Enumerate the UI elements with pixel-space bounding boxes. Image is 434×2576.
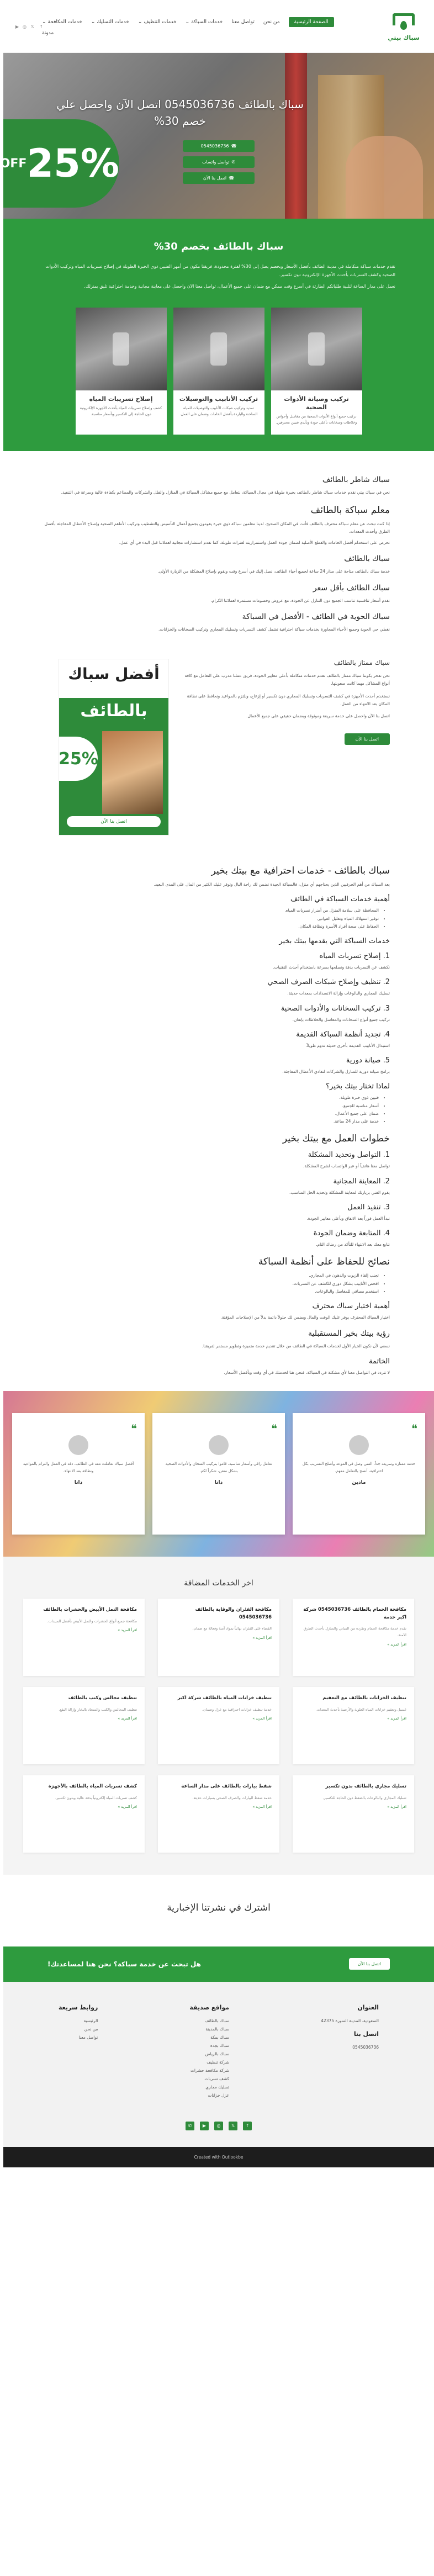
latest-title: اخر الخدمات المضافة [184,1578,253,1588]
list-item: • المحافظة على سلامة المنزل من أضرار تسربات المياه. [36,907,379,914]
article-subheading: خدمات السباكة التي يقدمها بيتك بخير [279,937,390,946]
post-excerpt: تسليك المجاري والبالوعات بالضغط دون الحاجة للتكسير. [322,1795,406,1800]
article-paragraph: تواصل معنا هاتفياً أو عبر الواتساب لشرح المشكلة. [303,1163,390,1169]
site-header [3,0,434,53]
service-card-title: إصلاح تسريبات المياه [89,395,153,403]
article-heading: خطوات العمل مع بيتك بخير [282,1133,390,1145]
chevron-down-icon: ⌄ [137,19,142,25]
footer-phone[interactable]: 0545036736 [352,2044,379,2050]
service-card-image [76,308,167,390]
article-heading: سباك الحوية في الطائف - الأفضل في السباكة [242,612,390,621]
article-paragraph: تسليك المجاري والبالوعات وإزالة الانسدادات بمعدات حديثة. [287,991,390,996]
facebook-icon[interactable]: f [40,24,42,29]
offer-word: OFF [0,156,27,171]
testimonial-card [12,1413,145,1535]
nav-about[interactable]: من نحن [263,19,280,25]
article-paragraph: نغطي حي الحوية وجميع الأحياء المجاورة بخدمات سباكة احترافية تشمل كشف التسربات وتسليك المجاري وتركيب السخانات والخزانات. [158,626,390,632]
post-card[interactable] [158,1775,279,1853]
post-title[interactable]: مكافحة الحمام بالطائف 0545036736 شركة اكبر خدمة [303,1606,406,1620]
article-heading: سباك بالطائف - خدمات احترافية مع بيتك بخير [211,865,390,877]
post-card[interactable] [293,1687,414,1764]
article-paragraph: خدمة سباك بالطائف متاحة على مدار 24 ساعة لجميع أحياء الطائف، نصل إليك في أسرع وقت ونقوم بإصلاح المشكلة من الزيارة الأولى. [157,569,390,574]
avatar [68,1435,88,1455]
service-step-title: 5. صيانة دورية [346,1056,390,1065]
newsletter-section [3,1875,434,1946]
feature-call-button[interactable]: اتصل بنا الآن [345,733,390,745]
testimonial-card [152,1413,285,1535]
article-paragraph: نقدم أسعار تنافسية تناسب الجميع دون التنازل عن الجودة، مع عروض وخصومات مستمرة لعملائنا الكرام. [210,597,390,603]
article-paragraph: برامج صيانة دورية للمنازل والشركات لتفادي الأعطال المفاجئة. [282,1069,390,1075]
whatsapp-icon[interactable]: ✆ [186,2122,194,2130]
why-list [36,1094,379,1125]
hero-banner [0,53,434,219]
feature-paragraph: اتصل بنا الآن واحصل على خدمة سريعة وموثوقة وبضمان حقيقي على جميع الأعمال. [246,713,390,719]
avatar [349,1435,369,1455]
offer-percent: 25% [27,141,119,186]
hero-title: سباك بالطائف 0545036736 اتصل الآن واحصل علي خصم 30% [56,98,304,128]
article-paragraph: نسعى لأن نكون الخيار الأول لخدمات السباكة في الطائف من خلال تقديم خدمة متميزة وتطوير مستمر لفريقنا. [202,1343,390,1349]
site-footer [3,1982,434,2116]
tips-list [36,1272,379,1295]
article-paragraph: نحرص على استخدام أفضل الخامات والقطع الأصلية لضمان جودة العمل واستمراريته لفترات طويلة، كما نقدم استشارات مجانية لعملائنا قبل البدء في أي عمل. [119,540,390,546]
read-more-link[interactable]: اقرأ المزيد » [387,1642,406,1647]
logo-text: سباك بيتي [388,34,420,41]
service-step-title: 3. تركيب السخانات والأدوات الصحية [280,1004,390,1013]
post-card[interactable] [23,1687,145,1764]
list-item: • أسعار مناسبة للجميع. [36,1102,379,1110]
list-item: • الحفاظ على صحة أفراد الأسرة ونظافة المكان. [36,923,379,930]
cta-call-button[interactable]: اتصل بنا الآن [349,1958,390,1970]
article-subheading: الخاتمة [368,1357,390,1366]
list-item: • خدمة على مدار 24 ساعة. [36,1118,379,1125]
post-title[interactable]: شفط بيارات بالطائف على مدار الساعة [181,1783,272,1789]
article-intro [3,451,434,648]
nav-plumbing[interactable] [186,19,223,25]
list-item: • ضمان على جميع الأعمال. [36,1110,379,1118]
feature-text [182,659,390,745]
footer-heading: روابط سريعة [59,2003,98,2011]
footer-link[interactable]: عزل خزانات [208,2092,230,2098]
article-heading: نصائح للحفاظ على أنظمة السباكة [258,1256,390,1268]
article-subheading: لماذا تختار بيتك بخير؟ [326,1082,390,1091]
site-logo[interactable] [384,11,423,41]
quick-links [59,2017,98,2041]
chevron-down-icon: ⌄ [185,19,190,25]
cta-text: هل تبحث عن خدمة سباكة؟ نحن هنا لمساعدتك! [47,1960,201,1968]
read-more-link[interactable]: اقرأ المزيد » [252,1635,272,1640]
cta-bar [3,1946,434,1982]
article-subheading: أهمية اختيار سباك محترف [312,1302,390,1311]
post-excerpt: القضاء على الفئران نهائياً بمواد آمنة وفعالة مع ضمان. [192,1626,272,1631]
service-card-title: تركيب وصيانة الأدوات الصحية [284,395,349,411]
post-card[interactable] [23,1775,145,1853]
banner-percent: 25% [59,737,98,781]
youtube-icon[interactable]: ▶ [200,2122,209,2130]
chevron-down-icon: ⌄ [91,19,96,25]
testimonial-text: تعامل راقي وأسعار مناسبة، قاموا بتركيب السخان والأدوات الصحية بشكل متقن، شكراً لكم. [165,1461,272,1473]
quote-icon: ❝ [271,1421,277,1435]
feature-banner-image [59,659,169,835]
feature-paragraph: نحن نفخر بكوننا سباك ممتاز بالطائف نقدم خدمات متكاملة بأعلى معايير الجودة، فريق عملنا مدرب على التعامل مع كافة أنواع المشاكل مهما كانت صعوبتها. [184,673,390,686]
hero-whatsapp-button[interactable] [183,156,255,168]
testimonial-text: أفضل سباك تعاملت معه في الطائف، دقة في العمل والتزام بالمواعيد ونظافة بعد الانتهاء. [23,1461,134,1473]
list-item: • فنيين ذوي خبرة طويلة. [36,1094,379,1102]
testimonial-text: خدمة ممتازة وسريعة جداً، الفني وصل في الموعد وأصلح التسريب بكل احترافية، أنصح بالتعامل معهم. [302,1461,416,1473]
article-paragraph: نحن في سباك بيتي نقدم خدمات سباك شاطر بالطائف بخبرة طويلة في مجال السباكة، نتعامل مع جميع مشاكل السباكة في المنازل والفلل والشركات والمطاعم بكفاءة عالية وسرعة في التنفيذ. [61,490,390,495]
post-card[interactable] [293,1775,414,1853]
discount-section [3,219,434,451]
footer-link[interactable]: شركة تنظيف [207,2059,230,2065]
main-nav [42,17,368,36]
hero-bg-pipe [285,53,307,219]
testimonial-card [293,1413,425,1535]
footer-link[interactable]: سباك بجدة [210,2043,230,2048]
list-item: • تجنب إلقاء الزيوت والدهون في المجاري. [36,1272,379,1279]
banner-call: اتصل بنا الآن [67,816,161,827]
footer-link[interactable]: سباك بالرياض [205,2051,230,2056]
discount-title: سباك بالطائف بخصم 30% [154,241,284,252]
nav-plumbing-label: خدمات السباكة [191,19,223,25]
article-paragraph: تركيب جميع أنواع السخانات والمغاسل والخلاطات بإتقان. [292,1017,390,1022]
hero-phone-button[interactable] [183,140,255,152]
footer-link[interactable]: شركة مكافحة حشرات [190,2067,230,2073]
service-cards [31,308,406,435]
whatsapp-icon: ✆ [231,160,236,165]
copyright-bar: Created with Outlookbe [3,2147,434,2167]
article-heading: سباك شاطر بالطائف [322,475,390,485]
post-card[interactable] [293,1599,414,1676]
instagram-icon[interactable]: ◎ [214,2122,223,2130]
testimonial-name: دانا [74,1480,83,1486]
read-more-link[interactable]: اقرأ المزيد » [118,1805,137,1810]
footer-link[interactable]: من نحن [84,2026,98,2032]
hero-offer-badge [0,119,119,208]
post-excerpt: كشف تسربات المياه إلكترونياً بدقة عالية وبدون تكسير. [55,1795,137,1800]
testimonials-section [3,1391,434,1557]
article-paragraph: يقوم الفني بزيارتك لمعاينة المشكلة وتحديد الحل المناسب. [289,1189,390,1195]
footer-link[interactable]: سباك بمكة [210,2034,230,2040]
read-more-link[interactable]: اقرأ المزيد » [118,1716,137,1721]
article-paragraph: استبدال الأنابيب القديمة بأخرى حديثة تدوم طويلاً. [305,1043,390,1048]
hero-call-button[interactable] [183,172,255,184]
banner-line-1: أفضل سباك [68,665,160,684]
post-title[interactable]: تنظيف خزانات المياه بالطائف شركة اكبر [177,1695,272,1701]
service-step-title: 1. إصلاح تسربات المياه [319,952,390,961]
importance-list [36,907,379,930]
nav-cleaning[interactable] [138,19,177,25]
testimonial-name: دانا [214,1480,223,1486]
article-heading: رؤية بيتك بخير المستقبلية [308,1329,390,1339]
article-heading: سباك الطائف بأقل سعر [313,583,390,593]
phone-icon: ☎ [229,176,235,181]
footer-links-col [189,2004,229,2099]
chevron-down-icon: ⌄ [42,19,46,25]
footer-heading: العنوان [357,2003,379,2011]
footer-link[interactable]: كشف تسربات [204,2076,230,2081]
footer-social [3,2116,434,2147]
youtube-icon[interactable]: ▶ [15,24,19,29]
read-more-link[interactable]: اقرأ المزيد » [387,1805,406,1810]
latest-services-section [3,1557,434,1875]
service-card-title: تركيب الأنابيب والتوصيلات [179,395,258,403]
feature-section [3,648,434,841]
avatar [209,1435,229,1455]
service-card-image [271,308,362,390]
post-excerpt: خدمة تنظيف خزانات احترافية مع عزل وضمان. [202,1707,272,1712]
testimonial-name: مادين [352,1480,366,1486]
post-title[interactable]: تنظيف الخزانات بالطائف مع التعقيم [322,1695,406,1701]
footer-link[interactable]: الرئيسية [83,2018,98,2023]
post-title[interactable]: مكافحة الفئران والوقاية بالطائف 0545036736 [195,1606,272,1620]
article-main [3,841,434,1391]
service-card[interactable] [271,308,362,435]
list-item: • افحص الأنابيب بشكل دوري للكشف عن التسربات. [36,1280,379,1288]
service-card[interactable] [76,308,167,435]
header-social [14,24,42,29]
feature-paragraph: نستخدم أحدث الأجهزة في كشف التسربات وتسليك المجاري دون تكسير أو إزعاج، ونلتزم بالمواعيد ونحافظ على نظافة المكان بعد الانتهاء من العمل. [187,693,390,706]
post-excerpt: مكافحة جميع أنواع الحشرات والنمل الأبيض بأفضل المبيدات. [47,1618,137,1623]
service-card[interactable] [173,308,264,435]
service-step-title: 4. تجديد أنظمة السباكة القديمة [296,1030,390,1039]
post-card[interactable] [158,1599,279,1676]
footer-address: السعودية، المدينة المنورة 42375 [321,2018,379,2023]
footer-link[interactable]: سباك بالطائف [204,2018,230,2023]
facebook-icon[interactable]: f [243,2122,252,2130]
nav-home[interactable]: الصفحة الرئيسية [289,17,334,27]
article-paragraph: اختيار السباك المحترف يوفر عليك الوقت والمال ويضمن لك حلولاً دائمة بدلاً من الإصلاحات المؤقتة. [220,1315,390,1320]
footer-heading: اتصل بنا [353,2030,379,2038]
instagram-icon[interactable]: ◎ [23,24,27,29]
read-more-link[interactable]: اقرأ المزيد » [118,1628,137,1633]
footer-link[interactable]: تسليك مجاري [205,2084,230,2090]
feature-title: سباك ممتاز بالطائف [334,659,390,667]
hero-phone-label: 0545036736 [200,144,229,149]
banner-line-2: بالطائف [63,698,164,724]
house-drop-icon [390,11,417,33]
twitter-icon[interactable]: 𝕏 [229,2122,237,2130]
quote-icon: ❝ [411,1421,417,1435]
service-card-image [173,308,264,390]
footer-address-col [321,2004,379,2099]
post-card[interactable] [158,1687,279,1764]
work-step-title: 1. التواصل وتحديد المشكلة [308,1151,390,1160]
post-excerpt: غسيل وتعقيم خزانات المياه العلوية والأرضية بأحدث المعدات. [315,1707,406,1712]
footer-heading: مواقع صديقة [189,2003,230,2011]
service-card-desc: تمديد وتركيب شبكات الأنابيب والتوصيلات للمياه الساخنة والباردة بأفضل الخامات وضمان على العمل. [179,405,258,416]
nav-blog[interactable]: مدونة [42,30,54,36]
newsletter-title: اشترك في نشرتنا الإخبارية [167,1902,271,1913]
discount-paragraph: نعمل على مدار الساعة لتلبية طلباتكم الطارئة في أسرع وقت ممكن مع ضمان على جميع الأعمال، تواصل معنا الآن واحصل على معاينة مجانية وخدمة احترافية تليق بمنزلك. [84,284,395,289]
footer-link[interactable]: سباك بالمدينة [205,2026,230,2032]
article-paragraph: نبدأ العمل فوراً بعد الاتفاق وبأعلى معايير الجودة. [306,1215,390,1221]
nav-drain-label: خدمات التسليك [97,19,129,25]
article-heading: سباك بالطائف [344,554,390,564]
nav-contact[interactable]: تواصل معنا [231,19,255,25]
nav-cleaning-label: خدمات التنظيف [144,19,177,25]
nav-drain[interactable] [91,19,129,25]
post-excerpt: خدمة شفط البيارات والصرف الصحي بسيارات حديثة. [192,1795,272,1800]
work-step-title: 4. المتابعة وضمان الجودة [313,1229,390,1238]
nav-pest[interactable] [42,19,82,25]
article-paragraph: يعد السباك من أهم الحرفيين الذين يحتاجهم أي منزل، فالسباكة الجيدة تضمن لك راحة البال وتوفر عليك الكثير من المال على المدى البعيد. [154,882,390,887]
phone-icon: ☎ [231,144,237,149]
work-step-title: 2. المعاينة المجانية [333,1177,390,1186]
service-card-desc: تركيب جميع أنواع الأدوات الصحية من مغاسل وأحواض وخلاطات وسخانات بأعلى جودة وبأيدي فنيين محترفين. [276,414,357,425]
article-subheading: أهمية خدمات السباكة في الطائف [290,895,390,904]
article-heading: معلم سباكة بالطائف [310,504,390,516]
hero-whatsapp-label: تواصل واتساب [202,160,230,165]
footer-menu-col [59,2004,98,2099]
friendly-links [189,2017,229,2099]
post-title[interactable]: تنظيف مجالس وكنب بالطائف [68,1695,137,1701]
discount-paragraph: نقدم خدمات سباكة متكاملة في مدينة الطائف بأفضل الأسعار وبخصم يصل إلى 30% لفترة محدودة، فريقنا مكون من أمهر الفنيين ذوي الخبرة الطويلة في إصلاح تسريبات المياه وتركيب الأدوات الصحية وكشف التسربات بأحدث الأجهزة الإلكترونية دون تكسير. [45,264,395,278]
hero-call-label: اتصل بنا الآن [203,176,227,181]
nav-pest-label: خدمات المكافحة [47,19,82,25]
post-excerpt: نقدم خدمة مكافحة الحمام وطرده من المباني والمنازل بأحدث الطرق الآمنة. [303,1626,406,1637]
post-title[interactable]: مكافحة النمل الأبيض والحشرات بالطائف [43,1606,137,1612]
work-step-title: 3. تنفيذ العمل [347,1203,390,1212]
list-item: • استخدم مصافي للمغاسل والبالوعات. [36,1288,379,1295]
article-paragraph: نكشف عن التسربات بدقة ونصلحها بسرعة باستخدام أحدث التقنيات. [273,965,390,970]
read-more-link[interactable]: اقرأ المزيد » [252,1716,272,1721]
twitter-icon[interactable]: 𝕏 [30,24,34,29]
article-paragraph: نتابع معك بعد الانتهاء للتأكد من رضاك التام. [316,1242,390,1247]
post-card[interactable] [23,1599,145,1676]
post-excerpt: تنظيف المجالس والكنب والسجاد بالبخار وإزالة البقع. [59,1707,137,1712]
article-paragraph: إذا كنت تبحث عن معلم سباكة محترف بالطائف فأنت في المكان الصحيح، لدينا معلمين سباكة ذوي خبرة يقومون بجميع أعمال التأسيس والتشطيب وتركيب الأطقم الصحية وإصلاح الأعطال المفاجئة بأفضل الطرق وأحدث المعدات. [44,521,390,534]
read-more-link[interactable]: اقرأ المزيد » [387,1716,406,1721]
testimonial-cards [3,1413,434,1535]
read-more-link[interactable]: اقرأ المزيد » [252,1805,272,1810]
article-paragraph: لا تتردد في التواصل معنا لأي مشكلة في السباكة، فنحن هنا لخدمتك في أي وقت وبأفضل الأسعار. [224,1369,390,1375]
quote-icon: ❝ [131,1421,137,1435]
latest-grid [25,1599,412,1853]
footer-link[interactable]: تواصل معنا [78,2034,98,2040]
post-title[interactable]: تسليك مجاري بالطائف بدون تكسير [325,1783,406,1789]
service-step-title: 2. تنظيف وإصلاح شبكات الصرف الصحي [267,978,390,987]
post-title[interactable]: كشف تسربات المياه بالطائف بالأجهزة [48,1783,137,1789]
service-card-desc: كشف وإصلاح تسريبات المياه بأحدث الأجهزة الإلكترونية دون الحاجة إلى التكسير وبأسعار مناسبة. [80,405,162,416]
list-item: • توفير استهلاك المياه وتقليل الفواتير. [36,915,379,923]
banner-photo [102,731,163,814]
